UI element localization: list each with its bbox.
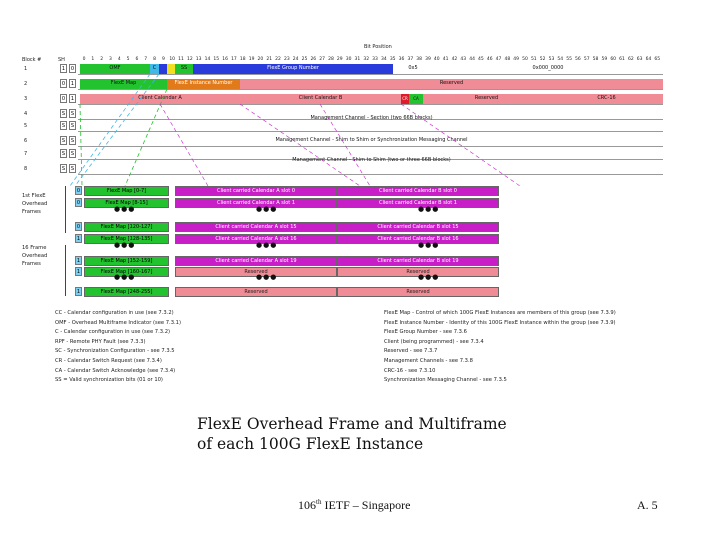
mf-calendar-b: Client carried Calendar B slot 16 [337,234,499,244]
mf-c-bit: 0 [76,200,81,206]
block-number: 2 [24,81,28,87]
bit-number: 13 [195,57,202,62]
bit-number: 39 [425,57,431,62]
bit-number: 2 [100,57,104,62]
bit-number: 3 [109,57,112,62]
reserved-row3-cell: Reserved [423,94,550,104]
mf-calendar-a: Reserved [175,267,337,277]
c-cell: C [150,64,159,74]
connector-line [80,104,82,186]
title-line-2: of each 100G FlexE Instance [197,435,424,453]
ellipsis-dots: ●●● [114,241,136,249]
sh-label: SH [58,57,65,63]
bit-position-label: Bit Position [364,44,392,50]
bit-number: 61 [619,57,625,62]
bit-number: 26 [310,57,317,62]
sh-bit-cell: 1 [70,96,75,102]
footer-superscript: th [316,498,322,506]
bit-number: 9 [161,57,165,62]
mf-flexe-map: FlexE Map [8-15] [84,198,169,208]
bit-number: 14 [204,57,211,62]
legend-right-item: FlexE Group Number - see 7.3.6 [384,329,467,336]
block-number: 3 [24,96,28,102]
sh-bit-cell: S [70,138,75,144]
bit-number: 47 [495,57,502,62]
bit-number: 54 [557,57,564,62]
bit-number: 11 [178,57,184,62]
bit-number: 21 [266,57,273,62]
bit-number: 34 [381,57,387,62]
ellipsis-dots: ●●● [256,241,278,249]
bit-number: 36 [398,57,405,62]
sh-bit-cell: S [61,138,66,144]
ca-cell: CA [409,94,423,104]
sh-bit-cell: 0 [61,96,66,102]
sh-bit-cell: 0 [70,66,75,72]
sh-bit-cell: S [70,111,75,117]
cr-cell: CR [401,94,409,104]
mf-calendar-a: Client carried Calendar A slot 0 [175,186,337,196]
hex1-cell: 0x5 [393,64,433,74]
sh-bit-cell: 1 [70,81,75,87]
mf-calendar-a: Reserved [175,287,337,297]
mf-c-bit: 1 [76,269,81,275]
bit-number: 42 [451,57,458,62]
bit-number: 44 [469,57,475,62]
mf-calendar-b: Reserved [337,287,499,297]
sh-bit-cell: 0 [61,81,66,87]
bit-number: 62 [627,57,634,62]
hex2-cell: 0x000_0000 [433,64,663,74]
bit-number: 45 [478,57,484,62]
sh-bit-cell: 1 [61,66,66,72]
ellipsis-dots: ●●● [256,273,278,281]
bit-number: 19 [248,57,255,62]
footer-number: 106 [298,498,316,512]
bit-number: 32 [363,57,370,62]
sh-bit-cell: S [70,123,75,129]
bit-number: 31 [354,57,361,62]
bit-number: 58 [592,57,599,62]
group-bracket [65,186,69,233]
mf-calendar-a: Client carried Calendar A slot 16 [175,234,337,244]
mf-c-bit: 1 [76,289,81,295]
bit-number: 6 [135,57,139,62]
bit-number: 56 [575,57,581,62]
bit-number: 17 [231,57,237,62]
legend-right-item: Reserved - see 7.3.7 [384,348,438,355]
sh-bit-cell: S [70,166,75,172]
client-calendar-a-cell: Client Calendar A [80,94,240,104]
bit-number: 29 [336,57,343,62]
bit-number: 35 [389,57,396,62]
mf-c-bit: 1 [76,258,81,264]
mf-flexe-map: FlexE Map [160-167] [84,267,169,277]
connector-line [75,74,159,186]
bit-number: 50 [522,57,528,62]
mf-calendar-b: Client carried Calendar B slot 1 [337,198,499,208]
bit-number: 41 [442,57,449,62]
connector-line [160,104,208,186]
client-calendar-b-cell: Client Calendar B [240,94,401,104]
block-number: 5 [24,123,28,129]
legend-left-item: CC - Calendar configuration in use (see 7.3.2) [55,310,174,316]
bit-number: 57 [583,57,590,62]
legend-left-item: CA - Calendar Switch Acknowledge (see 7.3.4) [55,367,176,374]
omf-cell: OMF [80,64,150,74]
bit-number: 12 [186,57,193,62]
bit-number: 15 [213,57,220,62]
mf-flexe-map: FlexE Map [248-255] [84,287,169,297]
mf-flexe-map: FlexE Map [152-159] [84,256,169,266]
bit-number: 20 [257,57,264,62]
legend-right-item: FlexE Map - Control of which 100G FlexE Instances are members of this group (see 7.3.9) [384,310,616,316]
title-line-1: FlexE Overhead Frame and Multiframe [197,415,507,433]
mf-calendar-a: Client carried Calendar A slot 1 [175,198,337,208]
sh-bit-cell: S [61,151,66,157]
block-number: 4 [24,111,28,117]
bit-number: 4 [117,57,121,62]
mf-flexe-map: FlexE Map [0-7] [84,186,169,196]
bit-number: 65 [654,57,661,62]
reserved-cell: Reserved [240,79,663,89]
slide-number: A. 5 [637,498,658,512]
flexe-instance-number-cell: FlexE Instance Number [167,79,240,89]
mf-calendar-b: Client carried Calendar B slot 15 [337,222,499,232]
bit-number: 16 [222,57,228,62]
ellipsis-dots: ●●● [418,273,440,281]
sh-bit-cell: S [61,123,66,129]
legend-right-item: Management Channels - see 7.3.8 [384,358,473,364]
bit-number: 49 [513,57,520,62]
sh-bit-cell: S [70,151,75,157]
bit-number: 5 [126,57,130,62]
bit-number: 1 [91,57,95,62]
legend-left-item: RPF - Remote PHY Fault (see 7.3.3) [55,338,146,345]
bit-number: 33 [372,57,378,62]
legend-left-item: C - Calendar configuration in use (see 7.3.2) [55,329,171,336]
management-shim-cell: Management Channel - Shim to Shim (two or three 66B blocks) [292,157,451,163]
flexe-map-cell: FlexE Map [80,79,167,89]
bit-number: 27 [319,57,325,62]
bit-number: 51 [530,57,537,62]
block-number-label: Block # [22,57,42,63]
ellipsis-dots: ●●● [418,241,440,249]
mf-calendar-b: Client carried Calendar B slot 0 [337,186,499,196]
bit-number: 0 [82,57,86,62]
legend-right-item: Synchronization Messaging Channel - see 7.3.5 [384,377,507,384]
connector-line [320,104,370,186]
mf-c-bit: 0 [76,188,81,194]
bit-number: 60 [610,57,617,62]
mf-calendar-a: Client carried Calendar A slot 15 [175,222,337,232]
mf-calendar-a: Client carried Calendar A slot 19 [175,256,337,266]
legend-left-item: SC - Synchronization Configuration - see 7.3.5 [55,348,175,355]
mf-c-bit: 0 [76,224,81,230]
block-number: 6 [24,138,28,144]
bit-number: 40 [433,57,440,62]
ss-cell: SS [175,64,193,74]
bit-number: 23 [283,57,290,62]
crc16-cell: CRC-16 [550,94,663,104]
ellipsis-dots: ●●● [114,273,136,281]
block-number: 7 [24,151,28,157]
mf-c-bit: 1 [76,236,81,242]
legend-left-item: SS = Valid synchronization bits (01 or 10) [55,377,163,384]
bit-number: 55 [566,57,572,62]
bit-number: 25 [301,57,308,62]
block-number: 8 [24,166,28,172]
mf-calendar-b: Reserved [337,267,499,277]
bit-number: 59 [601,57,608,62]
connector-line [401,104,520,186]
bit-number: 53 [548,57,555,62]
bit-number: 7 [144,57,148,62]
legend-left-item: OMF - Overhead Multiframe Indicator (see 7.3.1) [55,319,181,326]
flexe-group-number-cell: FlexE Group Number [193,64,393,74]
legend-right-item: CRC-16 - see 7.3.10 [384,367,436,374]
block-number: 1 [24,66,28,72]
connector-line [125,89,167,186]
bit-number: 28 [328,57,334,62]
bit-number: 52 [539,57,546,62]
bit-number: 22 [275,57,281,62]
bit-number: 10 [169,57,176,62]
ellipsis-dots: ●●● [114,205,136,213]
bit-number: 48 [504,57,511,62]
bit-number: 24 [292,57,299,62]
footer-event [298,498,410,513]
management-shim-sync-cell: Management Channel - Shim to Shim or Synchronization Messaging Channel [275,137,468,143]
bit-number: 30 [345,57,352,62]
mf-flexe-map: FlexE Map [120-127] [84,222,169,232]
connector-line [70,74,150,186]
ellipsis-dots: ●●● [256,205,278,213]
bit-number: 38 [416,57,423,62]
bit-number: 46 [486,57,493,62]
slide-title [197,414,507,454]
sh-bit-cell: S [61,111,66,117]
ellipsis-dots: ●●● [418,205,440,213]
connector-line [240,104,360,186]
legend-left-item: CR - Calendar Switch Request (see 7.3.4) [55,358,162,364]
bit-number: 43 [460,57,467,62]
sh-bit-cell: S [61,166,66,172]
bit-number: 64 [645,57,652,62]
legend-right-item: Client (being programmed) - see 7.3.4 [384,338,484,345]
bit-number: 37 [407,57,414,62]
frame-overhead-frames-label: 16 Frame Overhead Frames [22,245,48,267]
footer-event-name: IETF – Singapore [321,498,411,512]
bit-number: 63 [636,57,643,62]
management-section-cell: Management Channel - Section (two 66B blocks) [310,115,433,121]
mf-calendar-b: Client carried Calendar B slot 19 [337,256,499,266]
mf-flexe-map: FlexE Map [128-135] [84,234,169,244]
bit-number: 8 [153,57,156,62]
legend-right-item: FlexE Instance Number - Identity of this 100G FlexE Instance within the group (see 7.3.9) [384,319,616,326]
first-overhead-frames-label: 1st FlexE Overhead Frames [22,193,48,215]
group-bracket [65,245,69,296]
bit-number: 18 [239,57,246,62]
